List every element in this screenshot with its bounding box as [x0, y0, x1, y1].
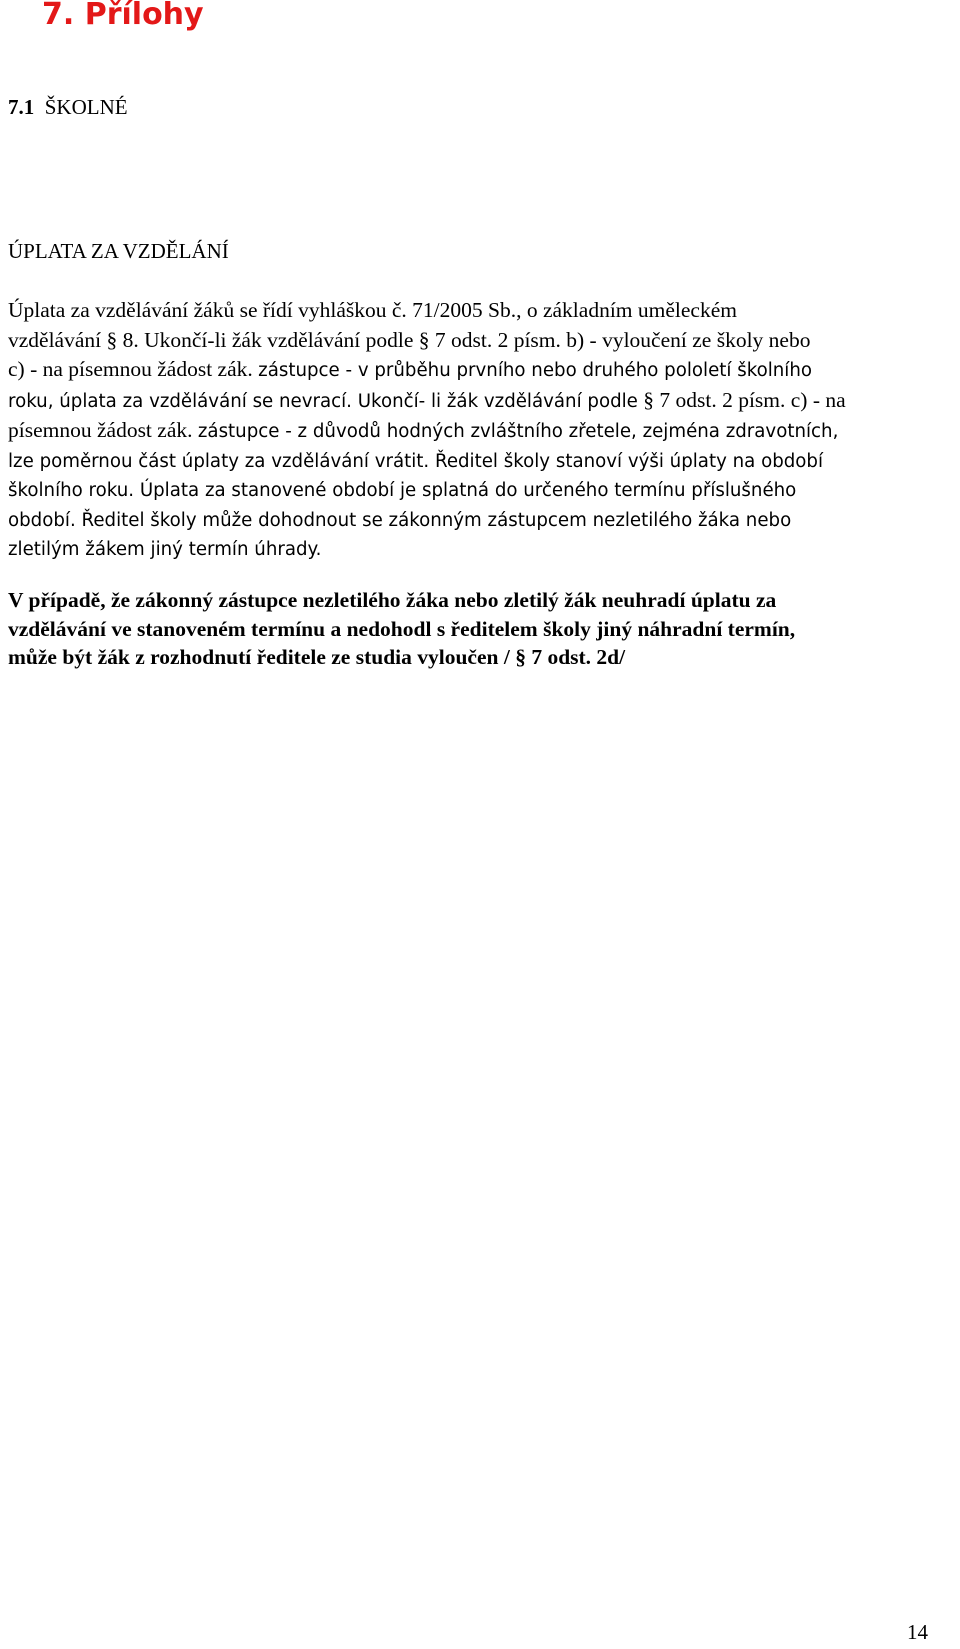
text-run: Úplata za stanovené období je splatná do určeného termínu příslušného [134, 480, 797, 501]
paragraph-line [8, 535, 958, 565]
text-run: zástupce - v průběhu prvního nebo druhého pololetí školního [258, 360, 813, 381]
paragraph-line [8, 416, 958, 447]
text-run: lze poměrnou část úplaty za vzdělávání vrátit. [8, 450, 430, 472]
paragraph-line [8, 355, 958, 386]
text-run: Ředitel školy může dohodnout se zákonným zástupcem nezletilého žáka nebo [75, 509, 792, 531]
paragraph-line [8, 326, 958, 356]
paragraph-line [8, 476, 958, 506]
text-run: roku, úplata za vzdělávání se nevrací. Ukončí- li žák vzdělávání podle [8, 390, 638, 412]
paragraph-line [8, 506, 958, 536]
fee-paragraph [8, 296, 958, 565]
text-run: Úplata za vzdělávání žáků se řídí vyhláškou č. 71/2005 Sb., o základním uměleckém [8, 298, 737, 322]
text-run: c) - na písemnou žádost zák. [8, 357, 259, 381]
paragraph-line [8, 447, 958, 477]
section-title: ŠKOLNÉ [44, 95, 128, 119]
bold-line: může být žák z rozhodnutí ředitele ze studia vyloučen / § 7 odst. 2d/ [8, 645, 626, 669]
chapter-title: 7. Přílohy [42, 0, 204, 32]
text-run: písemnou žádost zák. [8, 418, 198, 442]
paragraph-line [8, 386, 958, 417]
page-number: 14 [907, 1620, 928, 1644]
text-run: školního roku. [8, 480, 135, 501]
text-run: období. [8, 509, 76, 531]
text-run: vzdělávání § 8. Ukončí-li žák vzdělávání podle § 7 odst. 2 písm. b) - vyloučení ze školy nebo [8, 327, 811, 352]
non-payment-paragraph [8, 586, 958, 672]
paragraph-line [8, 296, 958, 326]
fee-heading: ÚPLATA ZA VZDĚLÁNÍ [8, 239, 229, 263]
text-run: Ředitel školy stanoví výši úplaty na období [429, 450, 824, 472]
bold-line: vzdělávání ve stanoveném termínu a nedohodl s ředitelem školy jiný náhradní termín, [8, 616, 796, 641]
text-run: § 7 odst. 2 písm. c) - na [637, 387, 846, 412]
section-number: 7.1 [8, 95, 35, 119]
section-heading [8, 94, 128, 120]
bold-line: V případě, že zákonný zástupce nezletilého žáka nebo zletilý žák neuhradí úplatu za [8, 588, 777, 612]
text-run: zletilým žákem jiný termín úhrady. [8, 539, 322, 560]
text-run: zástupce - z důvodů hodných zvláštního zřetele, zejména zdravotních, [197, 421, 839, 442]
